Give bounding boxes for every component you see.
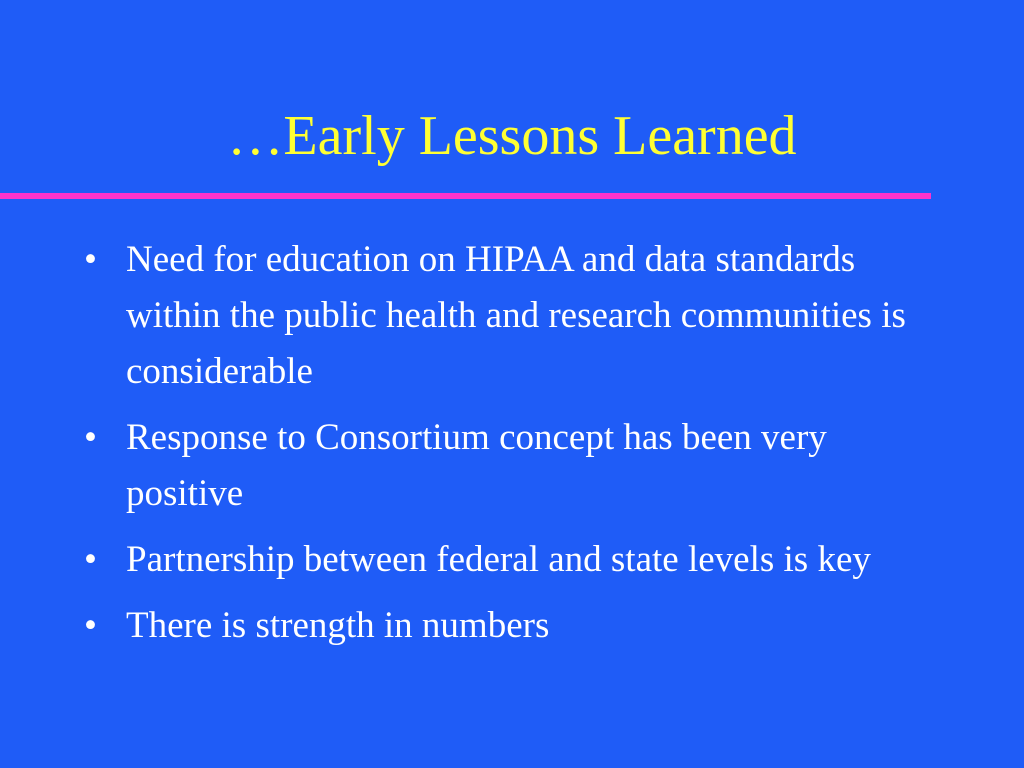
- title-divider: [0, 193, 931, 199]
- slide-title: …Early Lessons Learned: [227, 105, 797, 167]
- bullet-text: Partnership between federal and state levels is key: [126, 539, 871, 580]
- bullet-text: Need for education on HIPAA and data standards within the public health and research communities is considerable: [126, 239, 906, 392]
- bullet-item: [84, 232, 944, 400]
- bullet-icon: •: [84, 539, 97, 580]
- bullet-item: [84, 532, 944, 588]
- bullet-item: [84, 410, 944, 522]
- bullet-list: [84, 232, 944, 664]
- bullet-icon: •: [84, 605, 97, 646]
- bullet-text: Response to Consortium concept has been very positive: [126, 417, 827, 514]
- bullet-item: [84, 598, 944, 654]
- bullet-icon: •: [84, 239, 97, 280]
- bullet-text: There is strength in numbers: [126, 605, 550, 646]
- bullet-icon: •: [84, 417, 97, 458]
